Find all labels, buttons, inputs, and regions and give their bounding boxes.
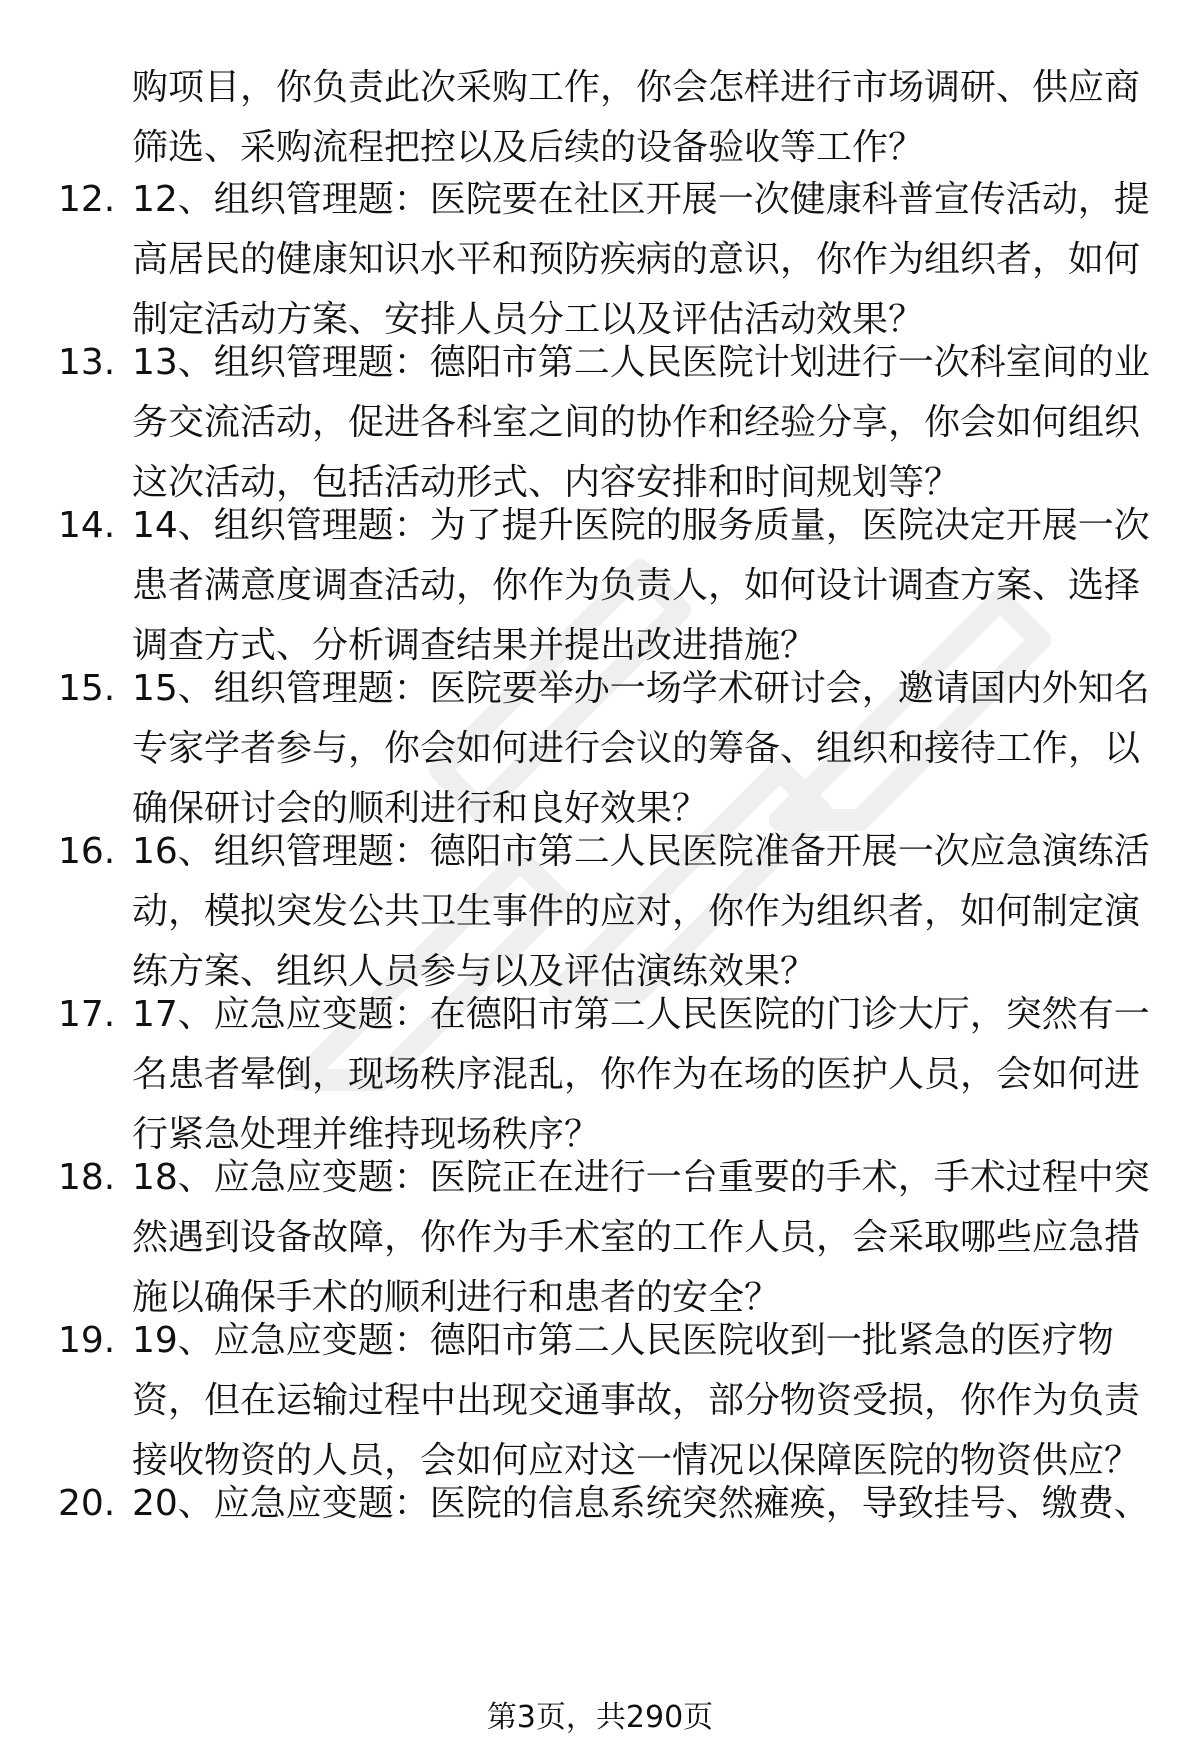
item-text — [132, 822, 1152, 1002]
item-number: 13. — [58, 342, 116, 383]
item-line: 制定活动方案、安排人员分工以及评估活动效果？ — [132, 299, 925, 340]
item-text — [132, 659, 1152, 839]
item-line: 这次活动，包括活动形式、内容安排和时间规划等？ — [132, 462, 961, 503]
item-line: 12、组织管理题：医院要在社区开展一次健康科普宣传活动，提 — [132, 179, 1150, 220]
item-line: 行紧急处理并维持现场秩序？ — [132, 1114, 601, 1155]
item-text — [132, 985, 1152, 1165]
item-text — [132, 496, 1152, 676]
item-line: 19、应急应变题：德阳市第二人民医院收到一批紧急的医疗物 — [132, 1320, 1114, 1361]
item-line: 调查方式、分析调查结果并提出改进措施？ — [132, 625, 817, 666]
continuation-paragraph — [132, 58, 1152, 178]
item-line: 然遇到设备故障，你作为手术室的工作人员，会采取哪些应急措 — [132, 1217, 1141, 1258]
item-line: 17、应急应变题：在德阳市第二人民医院的门诊大厅，突然有一 — [132, 994, 1150, 1035]
item-line: 20、应急应变题：医院的信息系统突然瘫痪，导致挂号、缴费、 — [132, 1483, 1150, 1524]
item-text — [132, 1474, 1152, 1534]
item-line: 18、应急应变题：医院正在进行一台重要的手术，手术过程中突 — [132, 1157, 1150, 1198]
item-line: 14、组织管理题：为了提升医院的服务质量，医院决定开展一次 — [132, 505, 1150, 546]
item-line: 高居民的健康知识水平和预防疾病的意识，你作为组织者，如何 — [132, 239, 1141, 280]
item-line: 患者满意度调查活动，你作为负责人，如何设计调查方案、选择 — [132, 565, 1141, 606]
item-number: 19. — [58, 1320, 116, 1361]
item-line: 资，但在运输过程中出现交通事故，部分物资受损，你作为负责 — [132, 1380, 1141, 1421]
item-number: 16. — [58, 831, 116, 872]
item-number: 14. — [58, 505, 116, 546]
item-text — [132, 170, 1152, 350]
page-footer: 第3页，共290页 — [486, 1700, 714, 1735]
item-text — [132, 1311, 1152, 1491]
item-line: 16、组织管理题：德阳市第二人民医院准备开展一次应急演练活 — [132, 831, 1150, 872]
item-line: 务交流活动，促进各科室之间的协作和经验分享，你会如何组织 — [132, 402, 1141, 443]
item-number: 20. — [58, 1483, 116, 1524]
item-line: 15、组织管理题：医院要举办一场学术研讨会，邀请国内外知名 — [132, 668, 1150, 709]
item-line: 确保研讨会的顺利进行和良好效果？ — [132, 788, 709, 829]
item-number: 17. — [58, 994, 116, 1035]
item-number: 15. — [58, 668, 116, 709]
item-line: 13、组织管理题：德阳市第二人民医院计划进行一次科室间的业 — [132, 342, 1150, 383]
item-number: 18. — [58, 1157, 116, 1198]
item-text — [132, 1148, 1152, 1328]
item-line: 专家学者参与，你会如何进行会议的筹备、组织和接待工作，以 — [132, 728, 1141, 769]
paragraph-line: 筛选、采购流程把控以及后续的设备验收等工作？ — [132, 127, 925, 168]
paragraph-line: 购项目，你负责此次采购工作，你会怎样进行市场调研、供应商 — [132, 67, 1141, 108]
item-number: 12. — [58, 179, 116, 220]
item-line: 施以确保手术的顺利进行和患者的安全？ — [132, 1277, 781, 1318]
item-line: 名患者晕倒，现场秩序混乱，你作为在场的医护人员，会如何进 — [132, 1054, 1141, 1095]
item-line: 动，模拟突发公共卫生事件的应对，你作为组织者，如何制定演 — [132, 891, 1141, 932]
item-line: 练方案、组织人员参与以及评估演练效果？ — [132, 951, 817, 992]
item-text — [132, 333, 1152, 513]
item-line: 接收物资的人员，会如何应对这一情况以保障医院的物资供应？ — [132, 1440, 1141, 1481]
